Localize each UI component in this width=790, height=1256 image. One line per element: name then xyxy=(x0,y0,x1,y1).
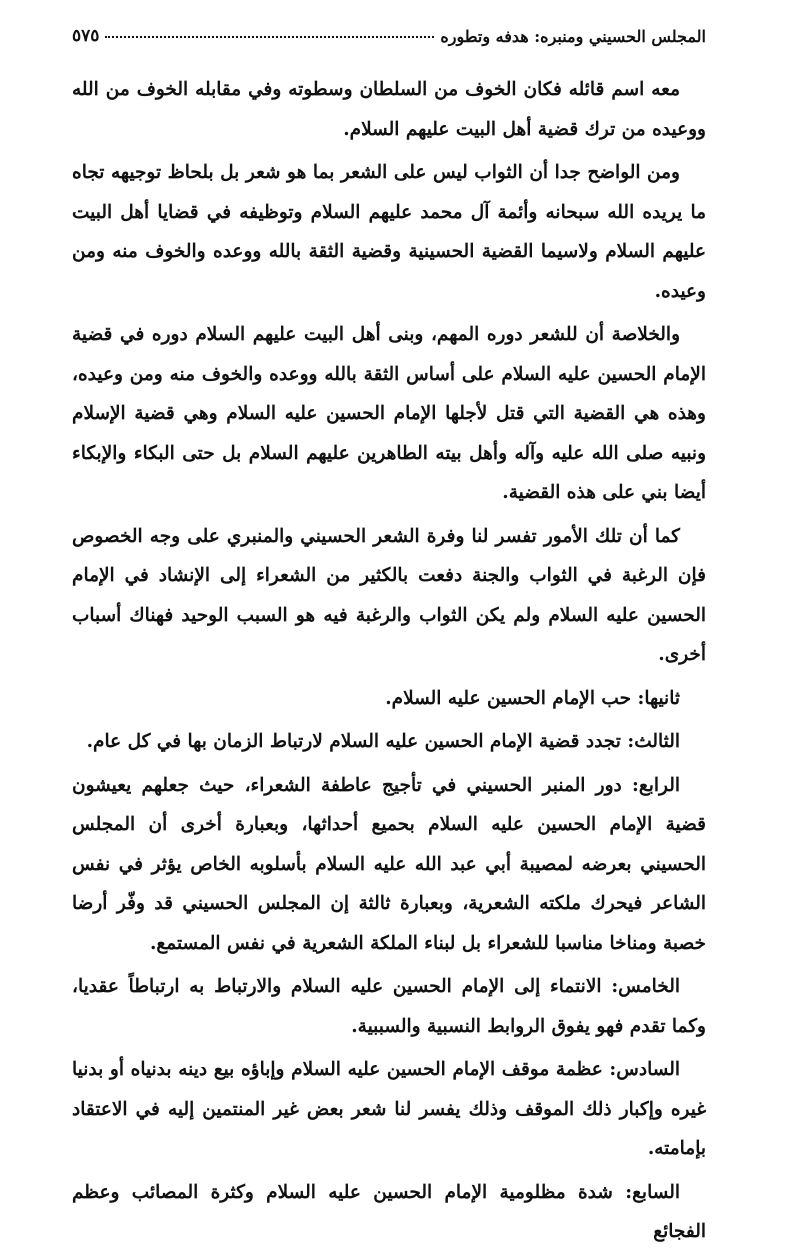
paragraph-label: ثانيها: xyxy=(637,687,680,709)
paragraph xyxy=(72,517,706,675)
paragraph xyxy=(72,1173,706,1252)
paragraph-label: الثالث: xyxy=(627,731,680,752)
paragraph-text: معه اسم قائله فكان الخوف من السلطان وسطوته وفي مقابله الخوف من الله ووعيده من ترك قضية أهل البيت عليهم السلام. xyxy=(72,79,706,140)
chapter-title: المجلس الحسيني ومنبره: هدفه وتطوره xyxy=(440,27,706,46)
paragraph xyxy=(72,315,706,513)
paragraph-text: ومن الواضح جدا أن الثواب ليس على الشعر بما هو شعر بل بلحاظ توجيهه تجاه ما يريده الله سبحانه وأئمة آل محمد عليهم السلام وتوظيفه في قضايا أهل البيت عليهم السلام ولاسيما القضية الحسينية وقضية الثقة بالله ووعده والخوف منه ومن وعيده. xyxy=(72,162,706,302)
paragraph-text: كما أن تلك الأمور تفسر لنا وفرة الشعر الحسيني والمنبري على وجه الخصوص فإن الرغبة في الثواب والجنة دفعت بالكثير من الشعراء إلى الإنشاد في الإمام الحسين عليه السلام ولم يكن الثواب والرغبة فيه هو السبب الوحيد فهناك أسباب أخرى. xyxy=(72,525,706,665)
paragraph-text: عظمة موقف الإمام الحسين عليه السلام وإباؤه بيع دينه بدنياه أو بدنيا غيره وإكبار ذلك الموقف وذلك يفسر لنا شعر بعض غير المنتمين إليه في الاعتقاد بإمامته. xyxy=(72,1059,706,1159)
paragraph-text: تجدد قضية الإمام الحسين عليه السلام لارتباط الزمان بها في كل عام. xyxy=(86,731,621,752)
paragraph-label: السابع: xyxy=(625,1181,680,1203)
paragraph xyxy=(72,70,706,149)
page-number: ٥٧٥ xyxy=(72,26,100,46)
paragraph xyxy=(72,967,706,1046)
paragraph xyxy=(72,722,706,762)
paragraph xyxy=(72,766,706,964)
paragraph-text: والخلاصة أن للشعر دوره المهم، وبنى أهل البيت عليهم السلام دوره في قضية الإمام الحسين عليه السلام على أساس الثقة بالله ووعده والخوف منه ومن وعيده، وهذه هي القضية التي قتل لأجلها الإمام الحسين عليه السلام وهي قضية الإسلام ونبيه صلى الله عليه وآله وأهل بيته الطاهرين عليهم السلام بل حتى البكاء والإبكاء أيضا بني على هذه القضية. xyxy=(72,324,706,503)
running-header xyxy=(72,12,706,46)
paragraph xyxy=(72,679,706,719)
paragraph-text: الانتماء إلى الإمام الحسين عليه السلام والارتباط به ارتباطاً عقديا، وكما تقدم فهو يفوق الروابط النسبية والسببية. xyxy=(72,976,706,1037)
paragraph xyxy=(72,153,706,311)
page-body xyxy=(72,70,706,1256)
paragraph-text: شدة مظلومية الإمام الحسين عليه السلام وكثرة المصائب وعظم الفجائع xyxy=(72,1181,706,1242)
paragraph-label: السادس: xyxy=(609,1059,680,1080)
paragraph-label: الخامس: xyxy=(611,976,680,997)
paragraph-label: الرابع: xyxy=(632,774,680,796)
leader-dots xyxy=(105,36,434,38)
paragraph-text: حب الإمام الحسين عليه السلام. xyxy=(385,687,632,709)
paragraph-text: دور المنبر الحسيني في تأجيج عاطفة الشعراء، حيث جعلهم يعيشون قضية الإمام الحسين عليه السلام بحميع أحداثها، وبعبارة أخرى أن المجلس الحسيني بعرضه لمصيبة أبي عبد الله عليه السلام بأسلوبه الخاص يؤثر في نفس الشاعر فيحرك ملكته الشعرية، وبعبارة ثالثة إن المجلس الحسيني قد وفّر أرضا خصبة ومناخا مناسبا للشعراء بل لبناء الملكة الشعرية في نفس المستمع. xyxy=(72,774,706,954)
paragraph xyxy=(72,1050,706,1169)
